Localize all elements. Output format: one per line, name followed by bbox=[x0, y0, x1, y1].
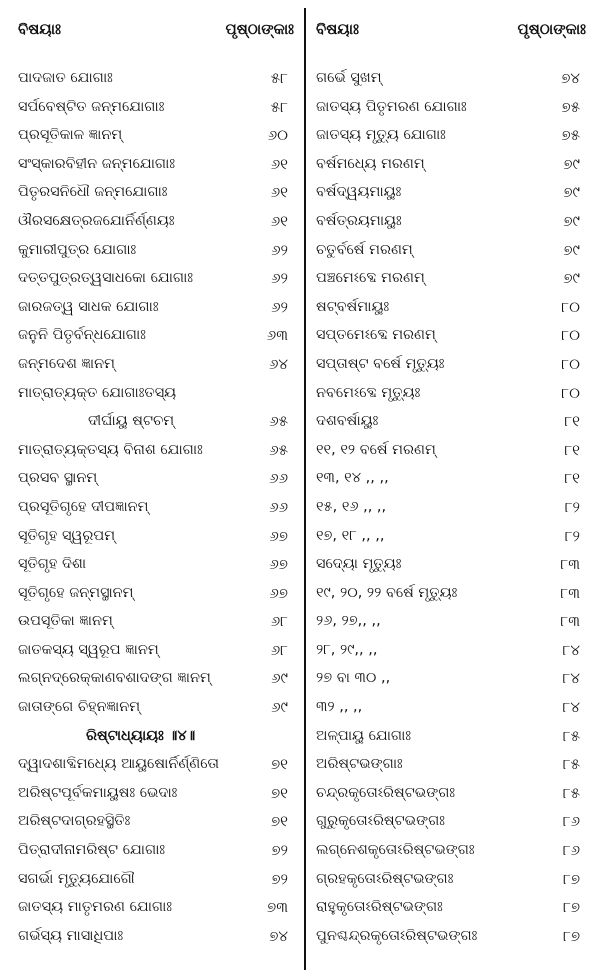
toc-entry bbox=[316, 550, 586, 579]
toc-entry bbox=[316, 207, 586, 236]
entry-title: ଦ୍ୱାଦଶାବ୍ଦିମଧ୍ୟେ ଆୟୁଷୋର୍ନିର୍ଣ୍ଣିତୋ bbox=[18, 756, 220, 773]
header-subject-label: ବିଷୟାଃ bbox=[18, 20, 61, 38]
toc-entry bbox=[18, 579, 294, 608]
toc-entry bbox=[18, 722, 294, 751]
entry-page-number: ୭୨ bbox=[271, 841, 288, 860]
entry-title: ଷଟ୍‌ବର୍ଷମାୟୁଃ bbox=[316, 298, 390, 315]
entry-page-number: ୬୯ bbox=[271, 698, 288, 717]
entry-title: ପ୍ରସବ ସ୍ଥାନମ୍ bbox=[18, 470, 98, 487]
entry-page-number: ୬୦ bbox=[267, 126, 288, 145]
toc-entry bbox=[316, 493, 586, 522]
entry-title: ୧୭, ୧୮ ,, ,, bbox=[316, 527, 385, 544]
entry-title: ଜାତକସ୍ୟ ସ୍ୱରୂପ ଜ୍ଞାନମ୍ bbox=[18, 641, 159, 658]
entry-page-number: ୬୫ bbox=[269, 412, 288, 431]
entry-title: ସପ୍ତମେଽବ୍ଦେ ମରଣମ୍ bbox=[316, 327, 436, 344]
entry-title: ଦଶବର୍ଷାୟୁଃ bbox=[316, 413, 379, 430]
entry-page-number: ୬୬ bbox=[269, 497, 288, 516]
entry-page-number: ୭୯ bbox=[563, 154, 580, 173]
entry-page-number: ୮୦ bbox=[561, 326, 580, 345]
entry-page-number: ୬୮ bbox=[270, 640, 288, 659]
entry-title: କୁମାରୀପୁତ୍ର ଯୋଗାଃ bbox=[18, 241, 137, 258]
toc-entry bbox=[18, 321, 294, 350]
toc-entry bbox=[316, 807, 586, 836]
toc-entry bbox=[18, 779, 294, 808]
entry-page-number: ୮୭ bbox=[562, 898, 580, 917]
toc-entry bbox=[18, 350, 294, 379]
entry-title: ଗୁରୁକୃତୋଽରିଷ୍ଟଭଙ୍ଗଃ bbox=[316, 813, 445, 830]
entry-title: ପ୍ରସୂତିଗୃହେ ଦୀପଜ୍ଞାନମ୍ bbox=[18, 498, 149, 515]
toc-entry bbox=[316, 607, 586, 636]
header-page-label: ପୃଷ୍ଠାଙ୍କାଃ bbox=[225, 20, 294, 38]
entry-page-number: ୮୫ bbox=[562, 783, 580, 802]
entry-page-number: ୬୮ bbox=[270, 612, 288, 631]
entry-page-number: ୭୪ bbox=[269, 926, 288, 945]
entry-page-number: ୮୫ bbox=[562, 755, 580, 774]
toc-entry bbox=[18, 150, 294, 179]
header-subject-label: ବିଷୟାଃ bbox=[316, 20, 359, 38]
entry-page-number: ୬୯ bbox=[271, 669, 288, 688]
entry-title: ପ୍ରସୂତିକାଳ ଜ୍ଞାନମ୍ bbox=[18, 127, 123, 144]
entry-page-number: ୭୩ bbox=[267, 898, 288, 917]
toc-entry bbox=[316, 722, 586, 751]
toc-entry bbox=[18, 64, 294, 93]
toc-entry bbox=[316, 178, 586, 207]
entry-title: ଉପସୂତିକା ଜ୍ଞାନମ୍ bbox=[18, 613, 113, 630]
entry-page-number: ୮୪ bbox=[562, 698, 580, 717]
entry-title: ଔରସକ୍ଷେତ୍ରଜଯୋର୍ନିର୍ଣ୍ଣୟଃ bbox=[18, 212, 175, 229]
toc-entry bbox=[18, 436, 294, 465]
toc-entry bbox=[316, 779, 586, 808]
toc-entry bbox=[316, 664, 586, 693]
entry-page-number: ୮୪ bbox=[562, 669, 580, 688]
entry-title: ସଦ୍ୟୋ ମୃତ୍ୟୁଃ bbox=[316, 556, 402, 573]
toc-entry bbox=[18, 93, 294, 122]
entry-title: ପିତ୍ରାଦୀନାମରିଷ୍ଟ ଯୋଗାଃ bbox=[18, 842, 166, 859]
entry-page-number: ୭୧ bbox=[271, 755, 288, 774]
entry-title: ସୂତିଗୃହେ ଜନ୍ମସ୍ଥାନମ୍ bbox=[18, 584, 134, 601]
toc-entry bbox=[316, 893, 586, 922]
entry-page-number: ୮୦ bbox=[561, 354, 580, 373]
entry-title: ୨୮, ୨୯,, ,, bbox=[316, 641, 378, 658]
toc-entry bbox=[316, 865, 586, 894]
entry-title: ଦତ୍ତପୁତ୍ରତ୍ୱସାଧକୋ ଯୋଗାଃ bbox=[18, 270, 193, 287]
entry-title: ରାହୁକୃତୋଽରିଷ୍ଟଭଙ୍ଗଃ bbox=[316, 899, 443, 916]
toc-entry bbox=[316, 379, 586, 408]
column-header bbox=[18, 20, 294, 48]
entry-page-number: ୭୯ bbox=[563, 240, 580, 259]
entry-title: ବର୍ଷତ୍ରୟମାୟୁଃ bbox=[316, 212, 402, 229]
toc-entry bbox=[18, 922, 294, 951]
entry-title: ସଂସ୍କାରବିହୀନ ଜନ୍ମଯୋଗାଃ bbox=[18, 155, 175, 172]
toc-entry bbox=[18, 493, 294, 522]
toc-entry bbox=[18, 207, 294, 236]
toc-entry bbox=[18, 293, 294, 322]
entry-page-number: ୮୭ bbox=[562, 869, 580, 888]
toc-entry bbox=[18, 407, 294, 436]
header-page-label: ପୃଷ୍ଠାଙ୍କାଃ bbox=[517, 20, 586, 38]
entry-title: ଜନୁନି ପିତୃର୍ବନ୍ଧଯୋଗାଃ bbox=[18, 327, 146, 344]
entry-page-number: ୬୧ bbox=[270, 154, 288, 173]
toc-entry bbox=[18, 750, 294, 779]
toc-entry bbox=[18, 236, 294, 265]
toc-entry bbox=[316, 321, 586, 350]
entry-title: ଅଳ୍ପାୟୁ ଯୋଗାଃ bbox=[316, 727, 412, 744]
entry-title: ଗର୍ଭେ ସୁଖମ୍ bbox=[316, 70, 382, 86]
toc-entry bbox=[18, 865, 294, 894]
toc-entry bbox=[18, 836, 294, 865]
entry-title: ପୁନଶ୍ଚନ୍ଦ୍ରକୃତୋଽରିଷ୍ଟଭଙ୍ଗଃ bbox=[316, 927, 478, 944]
toc-entry bbox=[18, 664, 294, 693]
toc-entry bbox=[316, 121, 586, 150]
entry-page-number: ୭୧ bbox=[271, 783, 288, 802]
entry-title: ୧୫, ୧୬ ,, ,, bbox=[316, 498, 387, 515]
entry-title: ଗ୍ରହକୃତୋଽରିଷ୍ଟଭଙ୍ଗଃ bbox=[316, 870, 454, 887]
entry-page-number: ୮୩ bbox=[560, 612, 580, 631]
entry-page-number: ୮୨ bbox=[564, 526, 580, 545]
entry-title: ଚତୁର୍ବର୍ଷେ ମରଣମ୍ bbox=[316, 241, 413, 258]
entry-title: ୧୩, ୧୪ ,, ,, bbox=[316, 470, 389, 487]
entry-title: ଜାତାଙ୍ଗେ ଚିହ୍ନଜ୍ଞାନମ୍ bbox=[18, 699, 141, 716]
entry-title: ଜନ୍ମଦେଶ ଜ୍ଞାନମ୍ bbox=[18, 355, 115, 372]
column-header bbox=[316, 20, 586, 48]
entry-page-number: ୮୧ bbox=[564, 469, 580, 488]
entry-page-number: ୮୬ bbox=[562, 841, 580, 860]
toc-entry bbox=[18, 121, 294, 150]
entry-title: ନବମେଽବ୍ଦେ ମୃତ୍ୟୁଃ bbox=[316, 384, 421, 401]
entry-title: ବର୍ଷଦ୍ୱୟମାୟୁଃ bbox=[316, 184, 402, 201]
toc-entry bbox=[316, 922, 586, 951]
entry-page-number: ୮୦ bbox=[561, 383, 580, 402]
entry-page-number: ୮୨ bbox=[564, 497, 580, 516]
entry-page-number: ୭୯ bbox=[563, 269, 580, 288]
entry-page-number: ୮୦ bbox=[561, 297, 580, 316]
entry-page-number: ୭୫ bbox=[561, 97, 580, 116]
entry-title: ଅରିଷ୍ଟଦାଗ୍ରହସ୍ଥିତିଃ bbox=[18, 813, 131, 830]
entry-page-number: ୮୩ bbox=[560, 583, 580, 602]
entry-page-number: ୮୬ bbox=[562, 812, 580, 831]
entry-title: ୧୯, ୨୦, ୨୨ ବର୍ଷେ ମୃତ୍ୟୁଃ bbox=[316, 584, 458, 601]
entry-page-number: ୬୭ bbox=[269, 526, 288, 545]
toc-entry bbox=[316, 264, 586, 293]
toc-entry bbox=[18, 464, 294, 493]
toc-entry bbox=[18, 178, 294, 207]
toc-entry bbox=[316, 522, 586, 551]
entry-title: ସୂତିଗୃହ ସ୍ୱରୂପମ୍ bbox=[18, 527, 116, 544]
entry-title: ଲଗ୍ନେଶକୃତୋଽରିଷ୍ଟଭଙ୍ଗଃ bbox=[316, 842, 475, 859]
entry-title: ପିତୃରସନିଧୌ ଜନ୍ମଯୋଗାଃ bbox=[18, 184, 168, 201]
toc-rows bbox=[18, 64, 294, 950]
entry-page-number: ୬୨ bbox=[271, 269, 288, 288]
entry-page-number: ୬୨ bbox=[271, 297, 288, 316]
toc-entry bbox=[316, 150, 586, 179]
toc-entry bbox=[316, 93, 586, 122]
entry-page-number: ୬୬ bbox=[269, 469, 288, 488]
toc-entry bbox=[18, 807, 294, 836]
entry-page-number: ୬୧ bbox=[270, 183, 288, 202]
toc-entry bbox=[316, 836, 586, 865]
entry-page-number: ୮୧ bbox=[564, 440, 580, 459]
toc-entry bbox=[316, 64, 586, 93]
entry-title: ଲଗ୍ନଦ୍ରେକ୍‌କାଣବଶାଦଙ୍ଗ ଜ୍ଞାନମ୍ bbox=[18, 670, 211, 687]
entry-page-number: ୫୮ bbox=[270, 69, 288, 87]
entry-title: ୨୭ ବା ୩୦ ,, bbox=[316, 670, 391, 687]
entry-page-number: ୮୪ bbox=[562, 640, 580, 659]
toc-entry bbox=[18, 693, 294, 722]
entry-page-number: ୭୨ bbox=[271, 869, 288, 888]
entry-title: ଦୀର୍ଘାୟୁ ଷ୍ଟଚମ୍ bbox=[88, 413, 175, 430]
toc-entry bbox=[18, 636, 294, 665]
entry-page-number: ୬୩ bbox=[266, 326, 288, 345]
entry-title: ଜାରଜତ୍ୱ ସାଧକ ଯୋଗାଃ bbox=[18, 298, 159, 315]
entry-title: ଚନ୍ଦ୍ରକୃତୋଽରିଷ୍ଟଭଙ୍ଗଃ bbox=[316, 784, 455, 801]
entry-title: ଅରିଷ୍ଟପୂର୍ବକମାୟୁଷଃ ଭେଦାଃ bbox=[18, 784, 178, 801]
column-divider bbox=[304, 8, 306, 970]
entry-title: ୨୬, ୨୭,, ,, bbox=[316, 613, 381, 630]
toc-rows bbox=[316, 64, 586, 950]
entry-title: ଜାତସ୍ୟ ମାତୃମରଣ ଯୋଗାଃ bbox=[18, 899, 172, 916]
entry-title: ସର୍ପବେଷ୍ଟିତ ଜନ୍ମଯୋଗାଃ bbox=[18, 98, 165, 115]
entry-page-number: ୭୧ bbox=[271, 812, 288, 831]
entry-title: ମାତ୍ରାତ୍ୟକ୍ତସ୍ୟ ବିନାଶ ଯୋଗାଃ bbox=[18, 441, 203, 458]
toc-entry bbox=[316, 750, 586, 779]
entry-page-number: ୫୮ bbox=[270, 97, 288, 116]
entry-page-number: ୮୩ bbox=[560, 555, 580, 574]
entry-page-number: ୭୯ bbox=[563, 211, 580, 230]
entry-title: ବର୍ଷମଧ୍ୟେ ମରଣମ୍ bbox=[316, 155, 425, 172]
entry-page-number: ୭୯ bbox=[563, 183, 580, 202]
toc-entry bbox=[316, 579, 586, 608]
entry-title: ସପ୍ତାଷ୍ଟ ବର୍ଷେ ମୃତ୍ୟୁଃ bbox=[316, 355, 445, 372]
entry-title: ସୂତିଗୃହ ଦିଶା bbox=[18, 556, 87, 573]
entry-page-number: ୮୧ bbox=[564, 412, 580, 431]
entry-page-number: ୬୭ bbox=[269, 555, 288, 574]
entry-title: ୩୨ ,, ,, bbox=[316, 699, 363, 716]
entry-title: ଜାତସ୍ୟ ପିତୃମରଣ ଯୋଗାଃ bbox=[316, 98, 467, 115]
toc-entry bbox=[316, 350, 586, 379]
entry-page-number: ୭୪ bbox=[561, 69, 580, 87]
toc-entry bbox=[316, 464, 586, 493]
toc-entry bbox=[18, 893, 294, 922]
toc-entry bbox=[18, 607, 294, 636]
entry-title: ପାଦଜାତ ଯୋଗାଃ bbox=[18, 70, 113, 86]
entry-title: ସଗର୍ଭା ମୃତ୍ୟୁଯୋଗୌ bbox=[18, 870, 135, 887]
toc-entry bbox=[18, 264, 294, 293]
toc-entry bbox=[316, 436, 586, 465]
entry-page-number: ୬୧ bbox=[270, 211, 288, 230]
entry-page-number: ୬୨ bbox=[271, 240, 288, 259]
entry-page-number: ୬୭ bbox=[269, 583, 288, 602]
toc-entry bbox=[316, 636, 586, 665]
toc-entry bbox=[316, 236, 586, 265]
toc-entry bbox=[316, 407, 586, 436]
entry-title: ୧୧, ୧୨ ବର୍ଷେ ମରଣମ୍ bbox=[316, 441, 436, 458]
entry-page-number: ୮୭ bbox=[562, 926, 580, 945]
entry-page-number: ୭୫ bbox=[561, 126, 580, 145]
entry-page-number: ୬୪ bbox=[268, 354, 288, 373]
toc-entry bbox=[316, 693, 586, 722]
toc-entry bbox=[18, 550, 294, 579]
entry-title: ଜାତସ୍ୟ ମୃତ୍ୟୁ ଯୋଗାଃ bbox=[316, 127, 446, 144]
entry-title: ମାତ୍ରାତ୍ୟକ୍ତ ଯୋଗାଃତସ୍ୟ bbox=[18, 384, 177, 401]
entry-page-number: ୮୫ bbox=[562, 726, 580, 745]
entry-title: ପଞ୍ଚମେଽବ୍ଦେ ମରଣମ୍ bbox=[316, 270, 425, 287]
entry-title: ଗର୍ଭସ୍ୟ ମାସାଧିପାଃ bbox=[18, 927, 124, 944]
entry-title: ଅରିଷ୍ଟଭଙ୍ଗାଃ bbox=[316, 756, 403, 773]
entry-title: ରିଷ୍ଟାଧ୍ୟାୟଃ ॥୪॥ bbox=[86, 727, 196, 744]
toc-entry bbox=[316, 293, 586, 322]
toc-entry bbox=[18, 522, 294, 551]
toc-entry bbox=[18, 379, 294, 408]
entry-page-number: ୬୫ bbox=[269, 440, 288, 459]
